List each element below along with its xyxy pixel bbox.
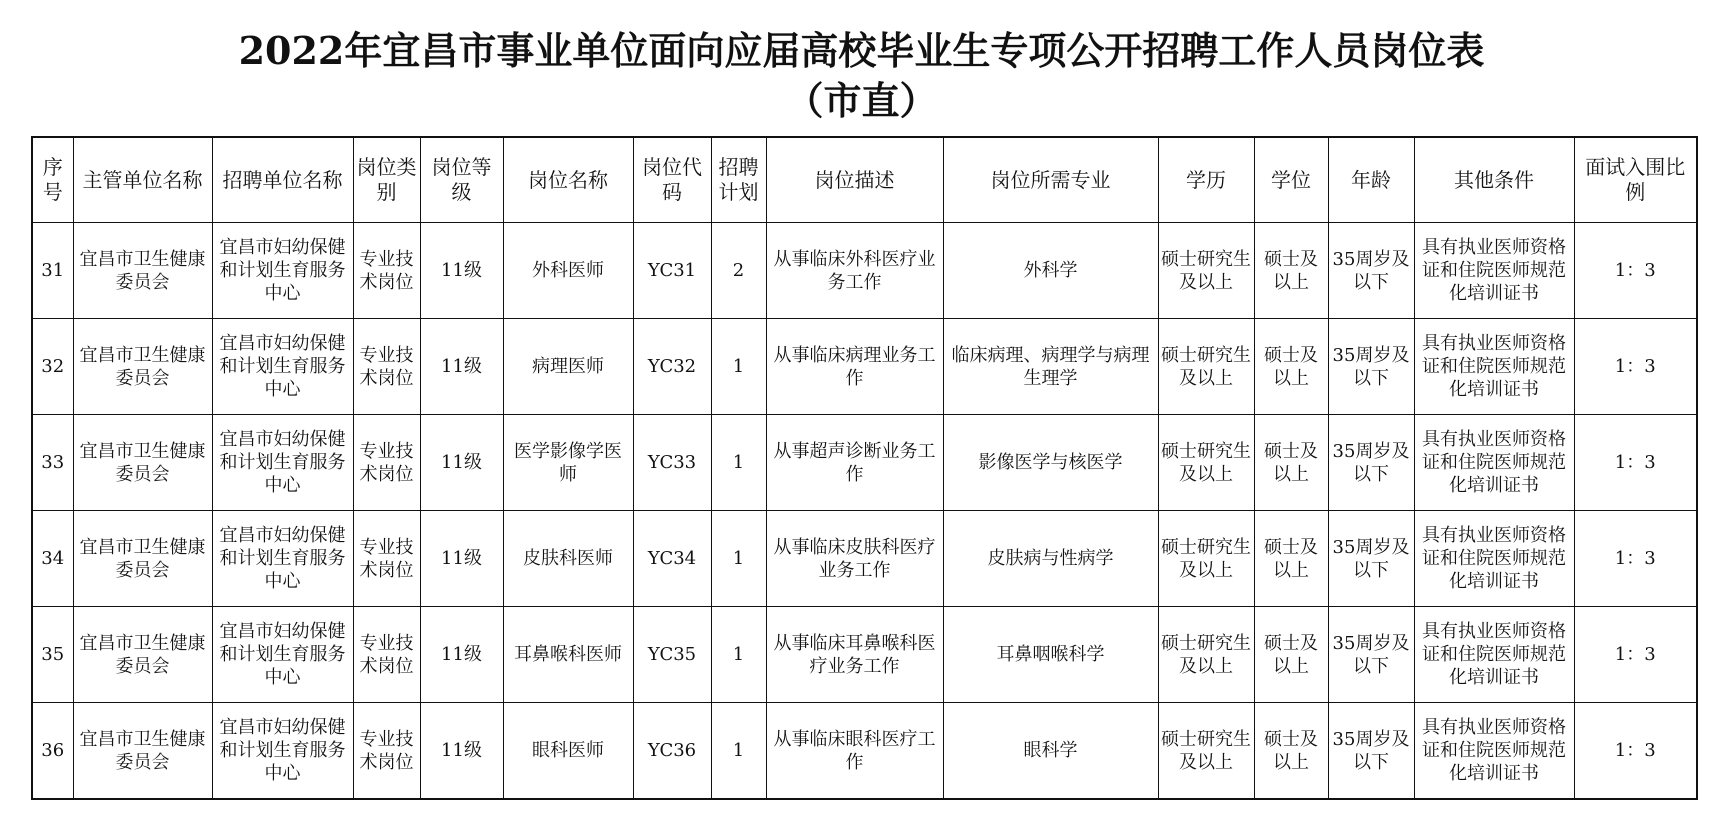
- header-post-name: 岗位名称: [503, 137, 633, 223]
- cell-degree: 硕士及以上: [1254, 511, 1328, 607]
- cell-education: 硕士研究生及以上: [1158, 415, 1254, 511]
- cell-supervisor: 宜昌市卫生健康委员会: [73, 223, 212, 319]
- cell-supervisor: 宜昌市卫生健康委员会: [73, 703, 212, 800]
- header-post-category: 岗位类别: [353, 137, 420, 223]
- cell-age: 35周岁及以下: [1328, 223, 1414, 319]
- cell-employer: 宜昌市妇幼保健和计划生育服务中心: [212, 319, 353, 415]
- cell-description: 从事临床眼科医疗工作: [766, 703, 943, 800]
- cell-ratio: 1：3: [1574, 223, 1697, 319]
- cell-major: 临床病理、病理学与病理生理学: [943, 319, 1158, 415]
- cell-description: 从事临床外科医疗业务工作: [766, 223, 943, 319]
- cell-post-level: 11级: [420, 319, 503, 415]
- positions-table: [31, 136, 1698, 800]
- cell-education: 硕士研究生及以上: [1158, 607, 1254, 703]
- cell-plan: 1: [711, 415, 766, 511]
- cell-seq: 31: [32, 223, 73, 319]
- cell-seq: 34: [32, 511, 73, 607]
- cell-post-category: 专业技术岗位: [353, 415, 420, 511]
- cell-employer: 宜昌市妇幼保健和计划生育服务中心: [212, 607, 353, 703]
- cell-post-code: YC31: [633, 223, 711, 319]
- cell-plan: 1: [711, 703, 766, 800]
- cell-education: 硕士研究生及以上: [1158, 319, 1254, 415]
- cell-other: 具有执业医师资格证和住院医师规范化培训证书: [1414, 511, 1574, 607]
- cell-post-name: 医学影像学医师: [503, 415, 633, 511]
- table-row: [32, 607, 1697, 703]
- cell-seq: 36: [32, 703, 73, 800]
- header-supervisor: 主管单位名称: [73, 137, 212, 223]
- table-body: [32, 223, 1697, 800]
- cell-seq: 32: [32, 319, 73, 415]
- cell-post-level: 11级: [420, 703, 503, 800]
- cell-ratio: 1：3: [1574, 415, 1697, 511]
- cell-major: 外科学: [943, 223, 1158, 319]
- header-seq: 序号: [32, 137, 73, 223]
- cell-ratio: 1：3: [1574, 511, 1697, 607]
- header-age: 年龄: [1328, 137, 1414, 223]
- cell-other: 具有执业医师资格证和住院医师规范化培训证书: [1414, 415, 1574, 511]
- cell-post-name: 耳鼻喉科医师: [503, 607, 633, 703]
- cell-age: 35周岁及以下: [1328, 607, 1414, 703]
- cell-age: 35周岁及以下: [1328, 319, 1414, 415]
- cell-plan: 1: [711, 511, 766, 607]
- cell-post-code: YC32: [633, 319, 711, 415]
- cell-age: 35周岁及以下: [1328, 703, 1414, 800]
- table-row: [32, 511, 1697, 607]
- cell-post-code: YC34: [633, 511, 711, 607]
- header-other: 其他条件: [1414, 137, 1574, 223]
- cell-education: 硕士研究生及以上: [1158, 703, 1254, 800]
- cell-ratio: 1：3: [1574, 319, 1697, 415]
- header-ratio: 面试入围比例: [1574, 137, 1697, 223]
- header-description: 岗位描述: [766, 137, 943, 223]
- cell-education: 硕士研究生及以上: [1158, 223, 1254, 319]
- cell-degree: 硕士及以上: [1254, 415, 1328, 511]
- cell-degree: 硕士及以上: [1254, 319, 1328, 415]
- cell-post-level: 11级: [420, 607, 503, 703]
- cell-post-category: 专业技术岗位: [353, 223, 420, 319]
- table-header-row: [32, 137, 1697, 223]
- header-degree: 学位: [1254, 137, 1328, 223]
- cell-employer: 宜昌市妇幼保健和计划生育服务中心: [212, 703, 353, 800]
- cell-age: 35周岁及以下: [1328, 511, 1414, 607]
- cell-major: 眼科学: [943, 703, 1158, 800]
- cell-post-category: 专业技术岗位: [353, 607, 420, 703]
- cell-ratio: 1：3: [1574, 703, 1697, 800]
- cell-description: 从事超声诊断业务工作: [766, 415, 943, 511]
- cell-supervisor: 宜昌市卫生健康委员会: [73, 511, 212, 607]
- cell-description: 从事临床病理业务工作: [766, 319, 943, 415]
- cell-post-level: 11级: [420, 223, 503, 319]
- cell-supervisor: 宜昌市卫生健康委员会: [73, 319, 212, 415]
- cell-post-level: 11级: [420, 415, 503, 511]
- cell-plan: 1: [711, 319, 766, 415]
- cell-age: 35周岁及以下: [1328, 415, 1414, 511]
- cell-post-code: YC33: [633, 415, 711, 511]
- cell-plan: 1: [711, 607, 766, 703]
- page-title: 2022年宜昌市事业单位面向应届高校毕业生专项公开招聘工作人员岗位表: [238, 28, 1485, 73]
- cell-major: 皮肤病与性病学: [943, 511, 1158, 607]
- cell-other: 具有执业医师资格证和住院医师规范化培训证书: [1414, 703, 1574, 800]
- cell-post-category: 专业技术岗位: [353, 511, 420, 607]
- cell-description: 从事临床耳鼻喉科医疗业务工作: [766, 607, 943, 703]
- cell-degree: 硕士及以上: [1254, 223, 1328, 319]
- cell-post-category: 专业技术岗位: [353, 319, 420, 415]
- cell-post-name: 外科医师: [503, 223, 633, 319]
- cell-post-code: YC35: [633, 607, 711, 703]
- cell-major: 耳鼻咽喉科学: [943, 607, 1158, 703]
- header-post-code: 岗位代码: [633, 137, 711, 223]
- header-employer: 招聘单位名称: [212, 137, 353, 223]
- table-row: [32, 415, 1697, 511]
- page-subtitle: （市直）: [785, 78, 938, 123]
- cell-post-name: 眼科医师: [503, 703, 633, 800]
- cell-post-name: 皮肤科医师: [503, 511, 633, 607]
- header-education: 学历: [1158, 137, 1254, 223]
- cell-degree: 硕士及以上: [1254, 607, 1328, 703]
- table-row: [32, 223, 1697, 319]
- cell-post-name: 病理医师: [503, 319, 633, 415]
- cell-employer: 宜昌市妇幼保健和计划生育服务中心: [212, 511, 353, 607]
- cell-ratio: 1：3: [1574, 607, 1697, 703]
- cell-post-level: 11级: [420, 511, 503, 607]
- table-row: [32, 703, 1697, 800]
- cell-degree: 硕士及以上: [1254, 703, 1328, 800]
- cell-seq: 33: [32, 415, 73, 511]
- cell-employer: 宜昌市妇幼保健和计划生育服务中心: [212, 415, 353, 511]
- cell-education: 硕士研究生及以上: [1158, 511, 1254, 607]
- cell-major: 影像医学与核医学: [943, 415, 1158, 511]
- cell-other: 具有执业医师资格证和住院医师规范化培训证书: [1414, 319, 1574, 415]
- cell-other: 具有执业医师资格证和住院医师规范化培训证书: [1414, 607, 1574, 703]
- cell-other: 具有执业医师资格证和住院医师规范化培训证书: [1414, 223, 1574, 319]
- cell-supervisor: 宜昌市卫生健康委员会: [73, 607, 212, 703]
- cell-plan: 2: [711, 223, 766, 319]
- cell-employer: 宜昌市妇幼保健和计划生育服务中心: [212, 223, 353, 319]
- header-post-level: 岗位等级: [420, 137, 503, 223]
- cell-post-category: 专业技术岗位: [353, 703, 420, 800]
- cell-description: 从事临床皮肤科医疗业务工作: [766, 511, 943, 607]
- cell-post-code: YC36: [633, 703, 711, 800]
- header-major: 岗位所需专业: [943, 137, 1158, 223]
- header-plan: 招聘计划: [711, 137, 766, 223]
- table-row: [32, 319, 1697, 415]
- cell-supervisor: 宜昌市卫生健康委员会: [73, 415, 212, 511]
- cell-seq: 35: [32, 607, 73, 703]
